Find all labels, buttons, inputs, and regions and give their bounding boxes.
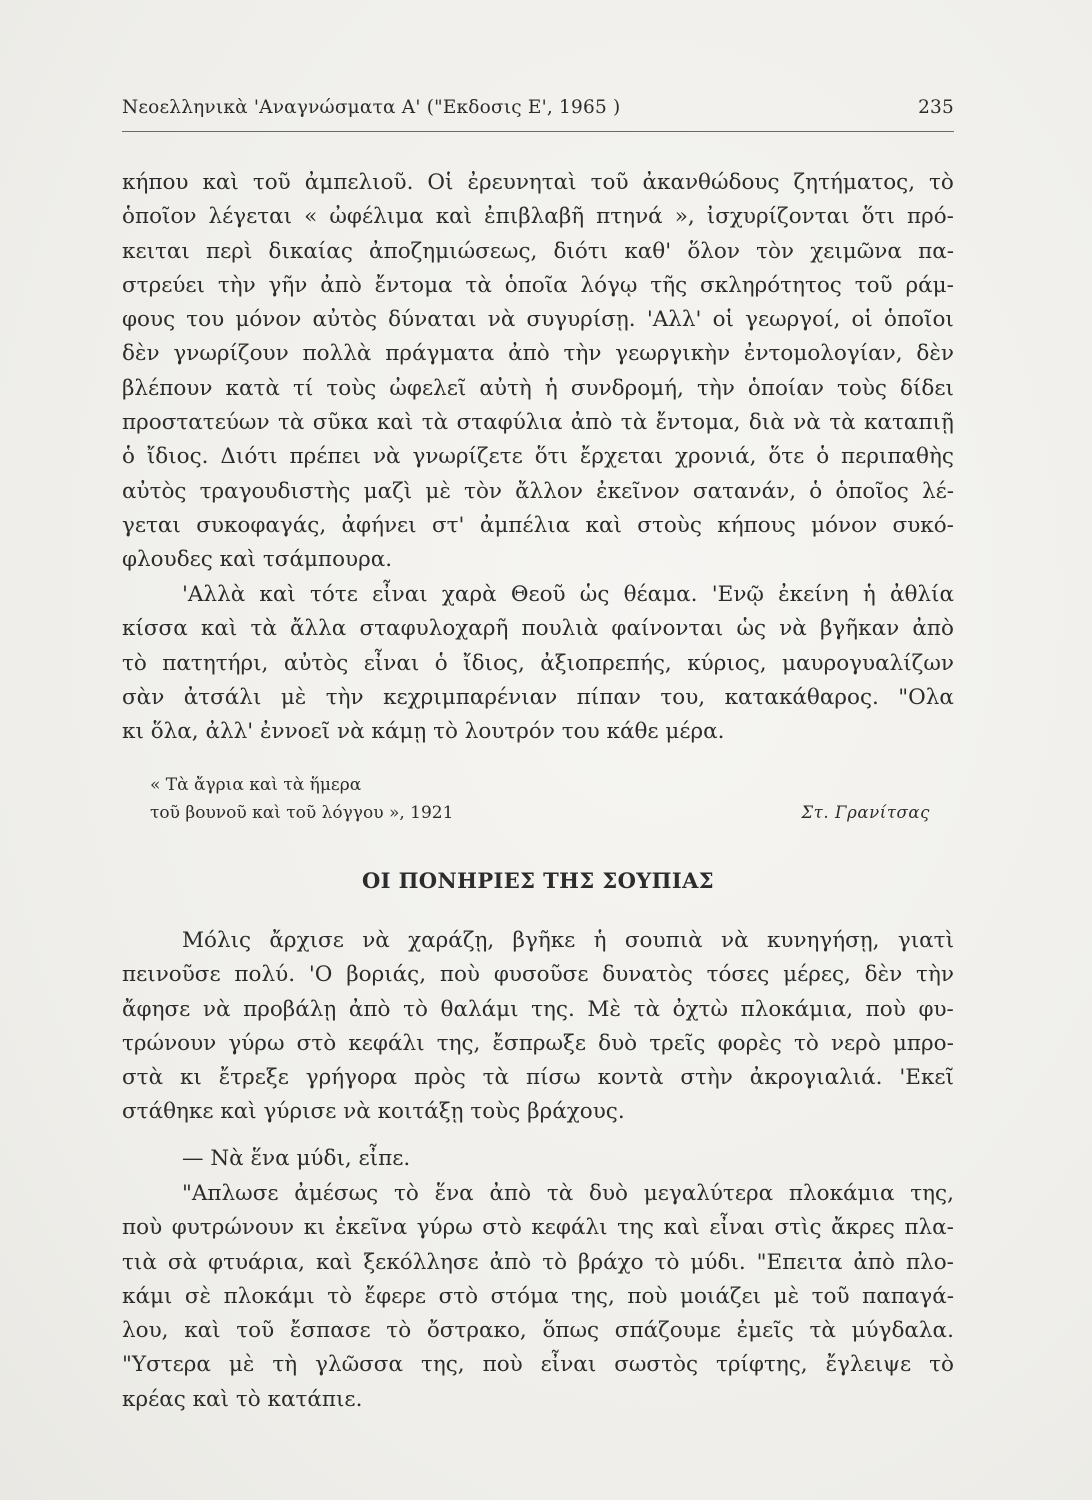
text-line: τὸ πατητήρι, αὐτὸς εἶναι ὁ ἴδιος, ἀξιοπρεπής, κύριος, μαυρογυαλίζων [122, 650, 954, 676]
text-line: κι ὅλα, ἀλλ' ἐννοεῖ νὰ κάμῃ τὸ λουτρόν του κάθε μέρα. [122, 719, 725, 745]
running-head [122, 97, 954, 118]
text-line: δὲν γνωρίζουν πολλὰ πράγματα ἀπὸ τὴν γεωργικὴν ἐντομολογίαν, δὲν [122, 341, 954, 367]
paragraph-4 [122, 1142, 954, 1176]
text-line: φους του μόνον αὐτὸς δύναται νὰ συγυρίσῃ. 'Αλλ' οἱ γεωργοί, οἱ ὁποῖοι [122, 307, 954, 333]
text-line: Μόλις ἄρχισε νὰ χαράζῃ, βγῆκε ἡ σουπιὰ νὰ κυνηγήσῃ, γιατὶ [182, 928, 954, 953]
paragraph-5 [122, 1177, 954, 1417]
text-line: προστατεύων τὰ σῦκα καὶ τὰ σταφύλια ἀπὸ τὰ ἔντομα, διὰ νὰ τὰ καταπιῇ [122, 410, 954, 436]
text-line: λου, καὶ τοῦ ἔσπασε τὸ ὄστρακο, ὅπως σπάζουμε ἐμεῖς τὰ μύγδαλα. [122, 1318, 954, 1344]
text-line: ποὺ φυτρώνουν κι ἐκεῖνα γύρω στὸ κεφάλι της καὶ εἶναι στὶς ἄκρες πλα- [122, 1215, 954, 1241]
section-title: ΟΙ ΠΟΝΗΡΙΕΣ ΤΗΣ ΣΟΥΠΙΑΣ [361, 868, 715, 893]
citation [150, 771, 930, 827]
text-line: τρώνουν γύρω στὸ κεφάλι της, ἔσπρωξε δυὸ τρεῖς φορὲς τὸ νερὸ μπρο- [122, 1030, 954, 1056]
text-line: "Υστερα μὲ τὴ γλῶσσα της, ποὺ εἶναι σωστὸς τρίφτης, ἔγλειψε τὸ [122, 1352, 954, 1378]
text-line: 'Αλλὰ καὶ τότε εἶναι χαρὰ Θεοῦ ὡς θέαμα. 'Ενῷ ἐκείνη ἡ ἀθλία [182, 582, 954, 607]
text-line: στάθηκε καὶ γύρισε νὰ κοιτάξῃ τοὺς βράχους. [122, 1099, 625, 1125]
citation-title: « Τὰ ἄγρια καὶ τὰ ἥμερα [150, 775, 362, 795]
text-line: κίσσα καὶ τὰ ἄλλα σταφυλοχαρῆ πουλιὰ φαίνονται ὡς νὰ βγῆκαν ἀπὸ [122, 616, 954, 642]
text-line: γεται συκοφαγάς, ἀφήνει στ' ἀμπέλια καὶ στοὺς κήπους μόνον συκό- [122, 512, 954, 538]
text-line: πεινοῦσε πολύ. 'Ο βοριάς, ποὺ φυσοῦσε δυνατὸς τόσες μέρες, δὲν τὴν [122, 962, 954, 988]
text-line: φλουδες καὶ τσάμπουρα. [122, 547, 393, 573]
citation-row [150, 799, 930, 827]
text-line: αὐτὸς τραγουδιστὴς μαζὶ μὲ τὸν ἄλλον ἐκεῖνον σατανάν, ὁ ὁποῖος λέ- [122, 478, 954, 504]
paragraph-1 [122, 166, 954, 578]
text-line: — Νὰ ἕνα μύδι, εἶπε. [182, 1146, 411, 1171]
header-rule [122, 131, 954, 132]
text-line: κήπου καὶ τοῦ ἀμπελιοῦ. Οἱ ἐρευνηταὶ τοῦ ἀκανθώδους ζητήματος, τὸ [122, 170, 954, 195]
text-line: κρέας καὶ τὸ κατάπιε. [122, 1386, 363, 1412]
text-line: ὁποῖον λέγεται « ὠφέλιμα καὶ ἐπιβλαβῆ πτηνά », ἰσχυρίζονται ὅτι πρό- [122, 204, 954, 230]
citation-author: Στ. Γρανίτσας [801, 803, 930, 822]
running-head-title: Νεοελληνικὰ 'Αναγνώσματα Α' ("Εκδοσις Ε', 1965 ) [122, 97, 621, 118]
text-line: κειται περὶ δικαίας ἀποζημιώσεως, διότι καθ' ὅλον τὸν χειμῶνα πα- [122, 238, 954, 264]
text-line: κάμι σὲ πλοκάμι τὸ ἔφερε στὸ στόμα της, ποὺ μοιάζει μὲ τοῦ παπαγά- [122, 1283, 954, 1309]
text-line: τιὰ σὰ φτυάρια, καὶ ξεκόλλησε ἀπὸ τὸ βράχο τὸ μύδι. "Επειτα ἀπὸ πλο- [122, 1249, 954, 1275]
text-line: σὰν ἀτσάλι μὲ τὴν κεχριμπαρένιαν πίπαν του, κατακάθαρος. "Ολα [122, 684, 954, 710]
text-line: ἄφησε νὰ προβάλῃ ἀπὸ τὸ θαλάμι της. Μὲ τὰ ὀχτὼ πλοκάμια, ποὺ φυ- [122, 996, 954, 1022]
text-line: στρεύει τὴν γῆν ἀπὸ ἔντομα τὰ ὁποῖα λόγῳ τῆς σκληρότητος τοῦ ράμ- [122, 272, 954, 298]
text-line: "Απλωσε ἀμέσως τὸ ἕνα ἀπὸ τὰ δυὸ μεγαλύτερα πλοκάμια της, [182, 1181, 954, 1206]
page-number: 235 [918, 97, 954, 118]
paragraph-2 [122, 578, 954, 749]
paragraph-3 [122, 924, 954, 1130]
text-line: βλέπουν κατὰ τί τοὺς ὠφελεῖ αὐτὴ ἡ συνδρομή, τὴν ὁποίαν τοὺς δίδει [122, 375, 954, 401]
text-line: ὁ ἴδιος. Διότι πρέπει νὰ γνωρίζετε ὅτι ἔρχεται χρονιά, ὅτε ὁ περιπαθὴς [122, 444, 954, 470]
citation-source: τοῦ βουνοῦ καὶ τοῦ λόγγου », 1921 [150, 803, 454, 823]
text-line: στὰ κι ἔτρεξε γρήγορα πρὸς τὰ πίσω κοντὰ στὴν ἀκρογιαλιά. 'Εκεῖ [122, 1065, 954, 1091]
